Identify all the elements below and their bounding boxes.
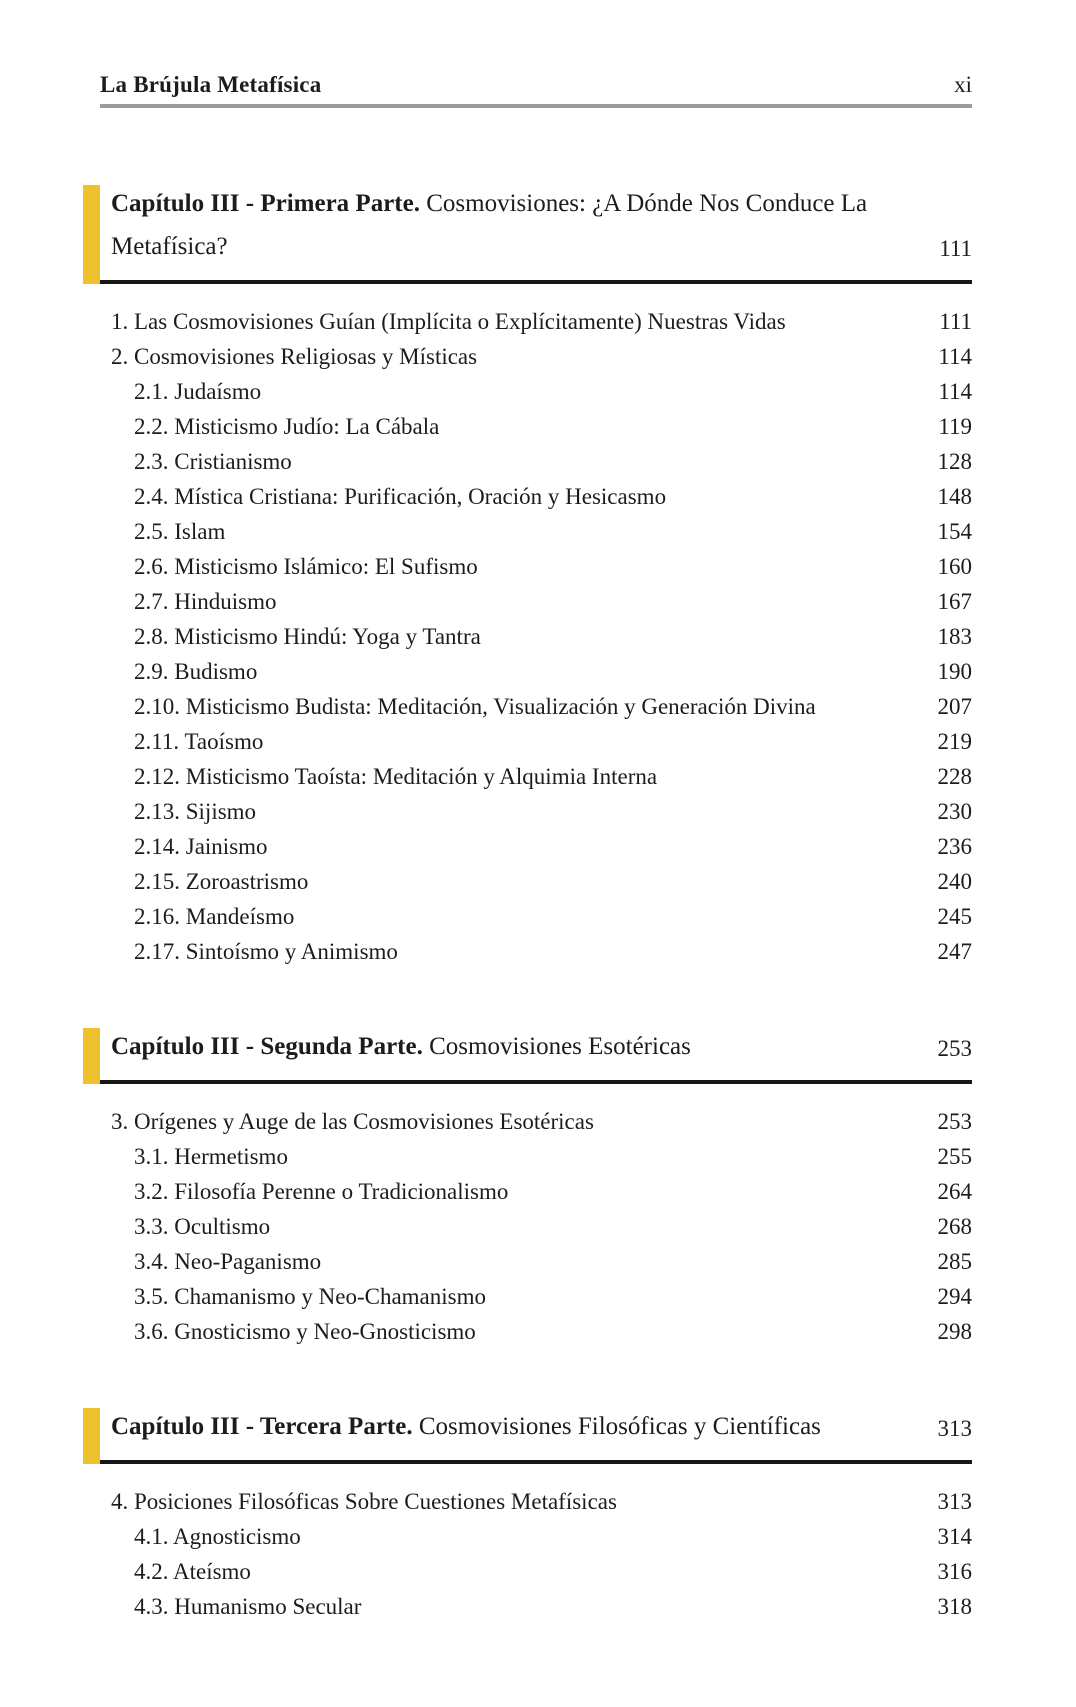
toc-entry [100, 514, 972, 549]
toc-entry-label: 2.6. Misticismo Islámico: El Sufismo [134, 554, 478, 579]
toc-entry-label: 2.16. Mandeísmo [134, 904, 295, 929]
toc-entry-page: 207 [937, 694, 972, 719]
toc-entry [100, 1209, 972, 1244]
toc-entry [100, 899, 972, 934]
toc-entry-label: 2.11. Taoísmo [134, 729, 264, 754]
toc-entry-page: 167 [937, 589, 972, 614]
toc-entry-page: 183 [937, 624, 972, 649]
toc-entry [100, 444, 972, 479]
toc-entry-page: 228 [937, 764, 972, 789]
toc-entry-page: 230 [937, 799, 972, 824]
toc-entry-page: 219 [937, 729, 972, 754]
toc-section [100, 182, 972, 969]
toc-entry-page: 255 [937, 1144, 972, 1169]
toc-entry [100, 934, 972, 969]
toc-entry [100, 1244, 972, 1279]
toc-entry [100, 1484, 972, 1519]
toc-entry-label: 3. Orígenes y Auge de las Cosmovisiones Esotéricas [111, 1109, 594, 1134]
toc-entry-page: 247 [937, 939, 972, 964]
toc-entry-label: 4.1. Agnosticismo [134, 1524, 301, 1549]
toc-entry-label: 4.3. Humanismo Secular [134, 1594, 362, 1619]
toc-entry-label: 2.10. Misticismo Budista: Meditación, Visualización y Generación Divina [134, 694, 816, 719]
toc-entry [100, 724, 972, 759]
toc-entry [100, 1139, 972, 1174]
toc-entry-page: 119 [938, 414, 972, 439]
toc-entry-label: 2.3. Cristianismo [134, 449, 292, 474]
toc-entry [100, 829, 972, 864]
chapter-accent-bar [83, 185, 100, 284]
chapter-accent-bar [83, 1028, 100, 1084]
toc-entry [100, 549, 972, 584]
chapter-page-number: 313 [937, 1416, 972, 1441]
toc-entry-label: 2.14. Jainismo [134, 834, 268, 859]
toc-section [100, 1405, 972, 1624]
chapter-heading-text [100, 1405, 920, 1448]
toc-entry-page: 114 [938, 344, 972, 369]
toc-entry-page: 240 [937, 869, 972, 894]
chapter-heading-label: Capítulo III - Primera Parte. [111, 190, 420, 217]
toc-entry [100, 374, 972, 409]
book-title: La Brújula Metafísica [100, 72, 322, 97]
toc-entry [100, 794, 972, 829]
toc-entry-page: 313 [937, 1489, 972, 1514]
toc-entry-page: 148 [937, 484, 972, 509]
toc-entry [100, 1554, 972, 1589]
toc-entry-page: 285 [937, 1249, 972, 1274]
running-header [100, 70, 972, 108]
toc-entry-label: 2.13. Sijismo [134, 799, 257, 824]
toc-entry [100, 689, 972, 724]
toc-entry-list [100, 304, 972, 969]
chapter-accent-bar [83, 1408, 100, 1464]
chapter-heading-label: Capítulo III - Segunda Parte. [111, 1033, 423, 1060]
toc-entry-page: 268 [937, 1214, 972, 1239]
toc-sections [100, 182, 972, 1624]
toc-entry [100, 864, 972, 899]
chapter-heading-text [100, 182, 921, 268]
folio-page-number: xi [954, 72, 972, 97]
toc-entry-label: 2.15. Zoroastrismo [134, 869, 309, 894]
toc-entry-label: 2.9. Budismo [134, 659, 258, 684]
toc-entry [100, 409, 972, 444]
toc-entry-label: 3.6. Gnosticismo y Neo-Gnosticismo [134, 1319, 476, 1344]
toc-entry-label: 2.17. Sintoísmo y Animismo [134, 939, 398, 964]
toc-entry-label: 3.1. Hermetismo [134, 1144, 288, 1169]
toc-entry [100, 1279, 972, 1314]
toc-entry [100, 619, 972, 654]
toc-entry [100, 1314, 972, 1349]
toc-entry-label: 2. Cosmovisiones Religiosas y Místicas [111, 344, 478, 369]
toc-entry-label: 1. Las Cosmovisiones Guían (Implícita o Explícitamente) Nuestras Vidas [111, 309, 786, 334]
toc-entry [100, 1589, 972, 1624]
toc-entry-label: 3.4. Neo-Paganismo [134, 1249, 322, 1274]
toc-entry-label: 4.2. Ateísmo [134, 1559, 251, 1584]
chapter-heading-subtitle: Cosmovisiones: ¿A Dónde Nos Conduce La Metafísica? [111, 190, 868, 260]
toc-section [100, 1025, 972, 1349]
toc-entry [100, 1519, 972, 1554]
toc-entry-page: 245 [937, 904, 972, 929]
toc-entry [100, 304, 972, 339]
toc-entry-label: 3.5. Chamanismo y Neo-Chamanismo [134, 1284, 486, 1309]
chapter-heading-label: Capítulo III - Tercera Parte. [111, 1413, 413, 1440]
chapter-heading-text [100, 1025, 920, 1068]
toc-entry-label: 2.12. Misticismo Taoísta: Meditación y Alquimia Interna [134, 764, 658, 789]
toc-entry-label: 2.4. Mística Cristiana: Purificación, Oración y Hesicasmo [134, 484, 667, 509]
toc-entry [100, 1104, 972, 1139]
toc-entry [100, 479, 972, 514]
chapter-heading [100, 1025, 972, 1084]
toc-entry-label: 2.8. Misticismo Hindú: Yoga y Tantra [134, 624, 481, 649]
chapter-heading [100, 182, 972, 284]
chapter-page-number: 111 [939, 236, 972, 261]
toc-entry-page: 190 [937, 659, 972, 684]
toc-entry-label: 2.7. Hinduismo [134, 589, 277, 614]
toc-entry-page: 314 [937, 1524, 972, 1549]
toc-entry-label: 4. Posiciones Filosóficas Sobre Cuestiones Metafísicas [111, 1489, 617, 1514]
toc-entry [100, 584, 972, 619]
toc-entry-label: 2.2. Misticismo Judío: La Cábala [134, 414, 440, 439]
chapter-heading-subtitle: Cosmovisiones Filosóficas y Científicas [412, 1413, 821, 1440]
toc-entry-page: 298 [937, 1319, 972, 1344]
toc-entry-label: 2.1. Judaísmo [134, 379, 262, 404]
chapter-heading-subtitle: Cosmovisiones Esotéricas [422, 1033, 691, 1060]
toc-entry [100, 759, 972, 794]
chapter-page-number: 253 [937, 1036, 972, 1061]
toc-entry-list [100, 1104, 972, 1349]
toc-entry-page: 294 [937, 1284, 972, 1309]
toc-entry-page: 160 [937, 554, 972, 579]
toc-entry-page: 236 [937, 834, 972, 859]
toc-entry-page: 128 [937, 449, 972, 474]
toc-entry-label: 3.2. Filosofía Perenne o Tradicionalismo [134, 1179, 509, 1204]
toc-entry [100, 339, 972, 374]
toc-entry [100, 654, 972, 689]
toc-entry-list [100, 1484, 972, 1624]
toc-entry-page: 114 [938, 379, 972, 404]
toc-entry-page: 264 [937, 1179, 972, 1204]
toc-entry-label: 2.5. Islam [134, 519, 226, 544]
toc-entry [100, 1174, 972, 1209]
toc-entry-page: 253 [937, 1109, 972, 1134]
toc-entry-page: 316 [937, 1559, 972, 1584]
toc-entry-page: 111 [939, 309, 972, 334]
toc-entry-page: 154 [937, 519, 972, 544]
chapter-heading [100, 1405, 972, 1464]
toc-entry-label: 3.3. Ocultismo [134, 1214, 271, 1239]
toc-entry-page: 318 [937, 1594, 972, 1619]
